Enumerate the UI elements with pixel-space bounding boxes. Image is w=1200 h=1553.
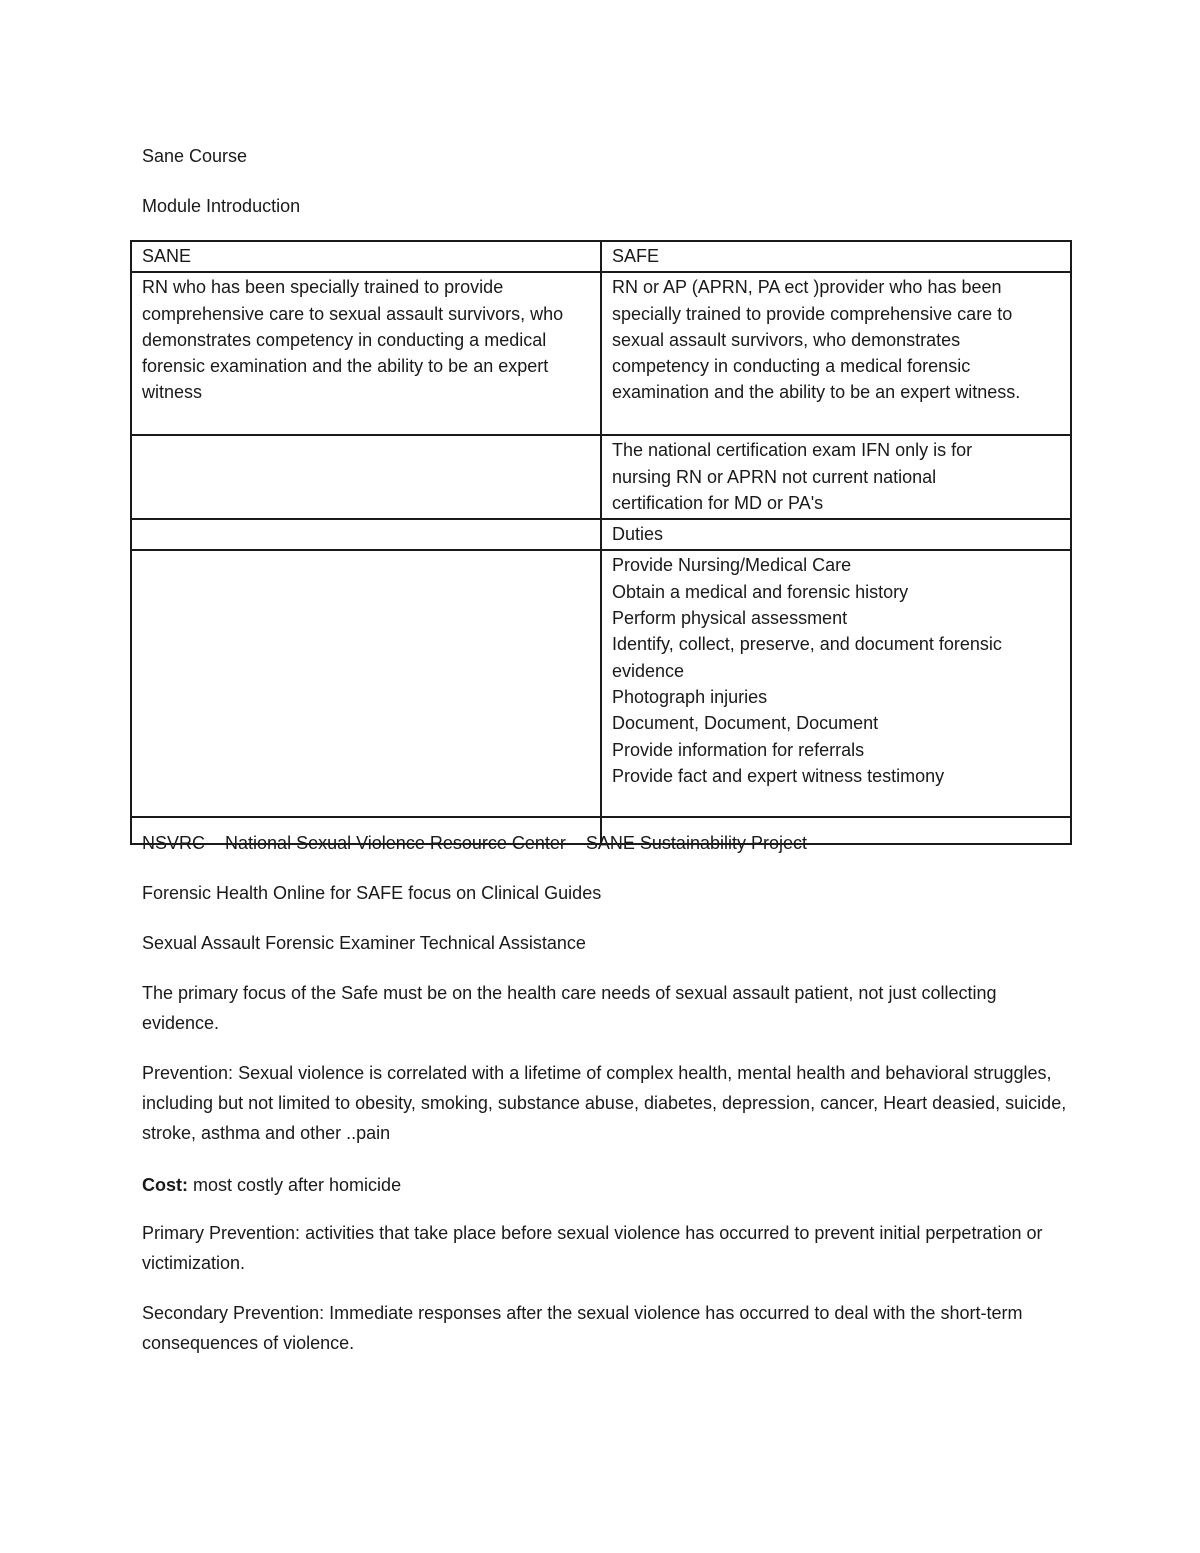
list-item: Provide information for referrals [612,739,865,760]
primary-prevention-paragraph [142,1218,1072,1278]
list-item: Obtain a medical and forensic history [612,581,909,602]
primary-prevention-label: Primary Prevention: [142,1223,301,1243]
duties-heading-cell: Duties [601,519,1071,550]
table-row-definition [131,272,1071,435]
secondary-prevention-label: Secondary Prevention: [142,1303,325,1323]
sane-safe-comparison-table [130,240,1072,845]
cost-label: Cost: [142,1175,188,1195]
table-header-row [131,241,1071,272]
prevention-paragraph [142,1058,1072,1148]
empty-cell [131,435,601,519]
list-item: Provide Nursing/Medical Care [612,555,852,576]
list-item: Document, Document, Document [612,713,879,734]
table-row-duties [131,550,1071,817]
course-title: Sane Course [142,146,248,166]
list-item: Perform physical assessment [612,608,848,629]
primary-focus-paragraph: The primary focus of the Safe must be on the health care needs of sexual assault patient, not just collecting evidence. [142,983,997,1033]
sane-definition-cell: RN who has been specially trained to provide comprehensive care to sexual assault survivors, who demonstrates competency in conducting a medical forensic examination and the ability to be an expert witness [131,272,601,435]
list-item: Provide fact and expert witness testimony [612,765,945,786]
technical-assistance: Sexual Assault Forensic Examiner Technical Assistance [142,933,586,953]
duties-list-cell [601,550,1071,817]
nsvrc-resource: NSVRC – National Sexual Violence Resource Center – SANE Sustainability Project [142,833,807,853]
prevention-label: Prevention: [142,1063,234,1083]
forensic-health-online: Forensic Health Online for SAFE focus on Clinical Guides [142,883,602,903]
primary-prevention-text: activities that take place before sexual violence has occurred to prevent initial perpetration or victimization. [142,1223,1043,1273]
table-row-certification [131,435,1071,519]
secondary-prevention-paragraph [142,1298,1072,1358]
column-header-sane: SANE [131,241,601,272]
safe-certification-cell: The national certification exam IFN only is for nursing RN or APRN not current national certification for MD or PA's [601,435,1071,519]
prevention-text: Sexual violence is correlated with a lifetime of complex health, mental health and behavioral struggles, including but not limited to obesity, smoking, substance abuse, diabetes, depression, cancer, Heart deasied, suicide, stroke, asthma and other ..pain [142,1063,1067,1143]
cost-text: most costly after homicide [188,1175,402,1195]
module-title: Module Introduction [142,196,301,216]
table-row-duties-heading [131,519,1071,550]
list-item: Photograph injuries [612,686,768,707]
empty-cell [131,519,601,550]
list-item: Identify, collect, preserve, and document forensic evidence [612,634,1002,681]
cost-paragraph [142,1170,1072,1200]
column-header-safe: SAFE [601,241,1071,272]
secondary-prevention-text: Immediate responses after the sexual violence has occurred to deal with the short-term consequences of violence. [142,1303,1023,1353]
safe-definition-cell: RN or AP (APRN, PA ect )provider who has been specially trained to provide comprehensive care to sexual assault survivors, who demonstrates competency in conducting a medical forensic examination and the ability to be an expert witness. [601,272,1071,435]
empty-cell [131,550,601,817]
